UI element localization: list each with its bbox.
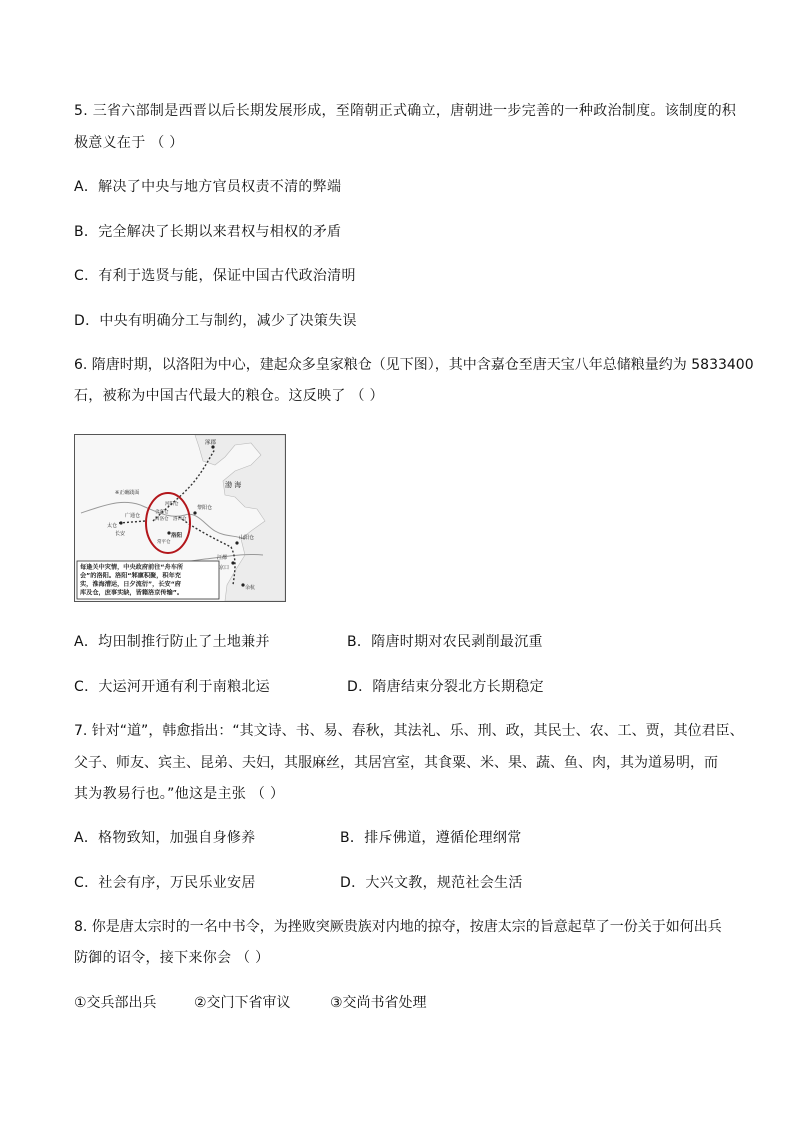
label-liyang: 黎阳仓 [197, 505, 213, 511]
label-luokou: 洛口仓 [173, 517, 187, 522]
q5-option-d: D．中央有明确分工与制约，减少了决策失误 [74, 313, 357, 329]
granary-map-figure [74, 434, 286, 602]
shanyang-dot [235, 541, 238, 544]
label-jingkou: 京口 [219, 565, 230, 571]
guangtong-canal-line [119, 521, 145, 523]
q6-option-a: A．均田制推行防止了土地兼并 [74, 634, 270, 650]
q6-option-d: D．隋唐结束分裂北方长期稳定 [347, 679, 544, 695]
q7-option-c: C．社会有序，万民乐业安居 [74, 875, 256, 891]
label-luoyang: 洛阳 [171, 533, 183, 539]
q7-option-b: B．排斥佛道，遵循伦理纲常 [340, 830, 522, 846]
q7-option-d: D．大兴文教，规范社会生活 [340, 875, 523, 891]
label-zhengque: ※正确践面 [115, 490, 140, 496]
q8-stem-line-1: 8. 你是唐太宗时的一名中书令，为挫败突厥贵族对内地的掠夺，按唐太宗的旨意起草了一份关于如何出兵 [74, 919, 722, 935]
map-caption-line-2: 会”的洛阳。洛阳“邾廪积聚，积年充 [80, 572, 181, 580]
q8-item-3: ③交尚书省处理 [330, 995, 427, 1011]
q5-stem-line-2: 极意义在于 （ ） [74, 135, 184, 151]
q7-option-a: A．格物致知，加强自身修养 [74, 830, 256, 846]
label-heyang: 河阳仓 [165, 502, 179, 507]
q5-option-b: B．完全解决了长期以来君权与相权的矛盾 [74, 224, 342, 240]
q5-option-c: C．有利于选贤与能，保证中国古代政治清明 [74, 268, 356, 284]
q7-stem-line-2: 父子、师友、宾主、昆弟、夫妇，其服麻丝，其居宫室，其食粟、米、果、蔬、鱼、肉，其为道易明，而 [74, 755, 718, 771]
q8-item-2: ②交门下省审议 [194, 995, 291, 1011]
label-guangtong: 广通仓 [125, 513, 141, 519]
map-caption-line-1: 每逢关中灾情，中央政府前往“舟车所 [80, 564, 184, 571]
label-huiluo: 回洛仓 [155, 517, 169, 522]
q6-stem-line-2: 石，被称为中国古代最大的粮仓。这反映了 （ ） [74, 388, 384, 404]
label-zhuojun: 涿郡 [205, 440, 217, 446]
q7-stem-line-3: 其为教易行也。”他这是主张 （ ） [74, 786, 285, 802]
map-caption-line-4: 库及仓，庶事实缺，皆籍洛京传输”。 [80, 589, 184, 597]
label-changan: 长安 [115, 531, 126, 537]
q6-option-b: B．隋唐时期对农民剥削最沉重 [347, 634, 543, 650]
liyang-dot [193, 511, 196, 514]
q8-item-1: ①交兵部出兵 [74, 995, 157, 1011]
jiangdu-dot [231, 561, 234, 564]
label-jiangdu: 江都 [217, 555, 228, 561]
q5-stem-line-1: 5. 三省六部制是西晋以后长期发展形成，至隋朝正式确立，唐朝进一步完善的一种政治制度。该制度的积 [74, 103, 737, 119]
q6-option-c: C．大运河开通有利于南粮北运 [74, 679, 270, 695]
map-caption-line-3: 实，淮海漕运，日夕流衍”，长安“府 [80, 581, 181, 588]
q5-option-a: A．解决了中央与地方官员权责不清的弊端 [74, 179, 342, 195]
label-shanyang: 山阳仓 [239, 535, 255, 541]
label-changping: 常平仓 [157, 540, 171, 545]
label-bohai: 渤 海 [225, 481, 242, 489]
q6-stem-line-1: 6. 隋唐时期，以洛阳为中心，建起众多皇家粮仓（见下图），其中含嘉仓至唐天宝八年总储粮量约为 5833400 [74, 357, 754, 373]
label-hanjia: 含嘉仓 [155, 510, 169, 515]
changan-dot [119, 521, 122, 524]
label-yuhang: 余杭 [245, 585, 256, 591]
label-taicang: 太仓 [107, 523, 118, 529]
q7-stem-line-1: 7. 针对“道”，韩愈指出：“其文诗、书、易、春秋，其法礼、乐、刑、政，其民士、农、工、贾，其位君臣、 [74, 723, 744, 739]
q8-stem-line-2: 防御的诏令，接下来你会 （ ） [74, 950, 270, 966]
granary-map [75, 435, 285, 601]
